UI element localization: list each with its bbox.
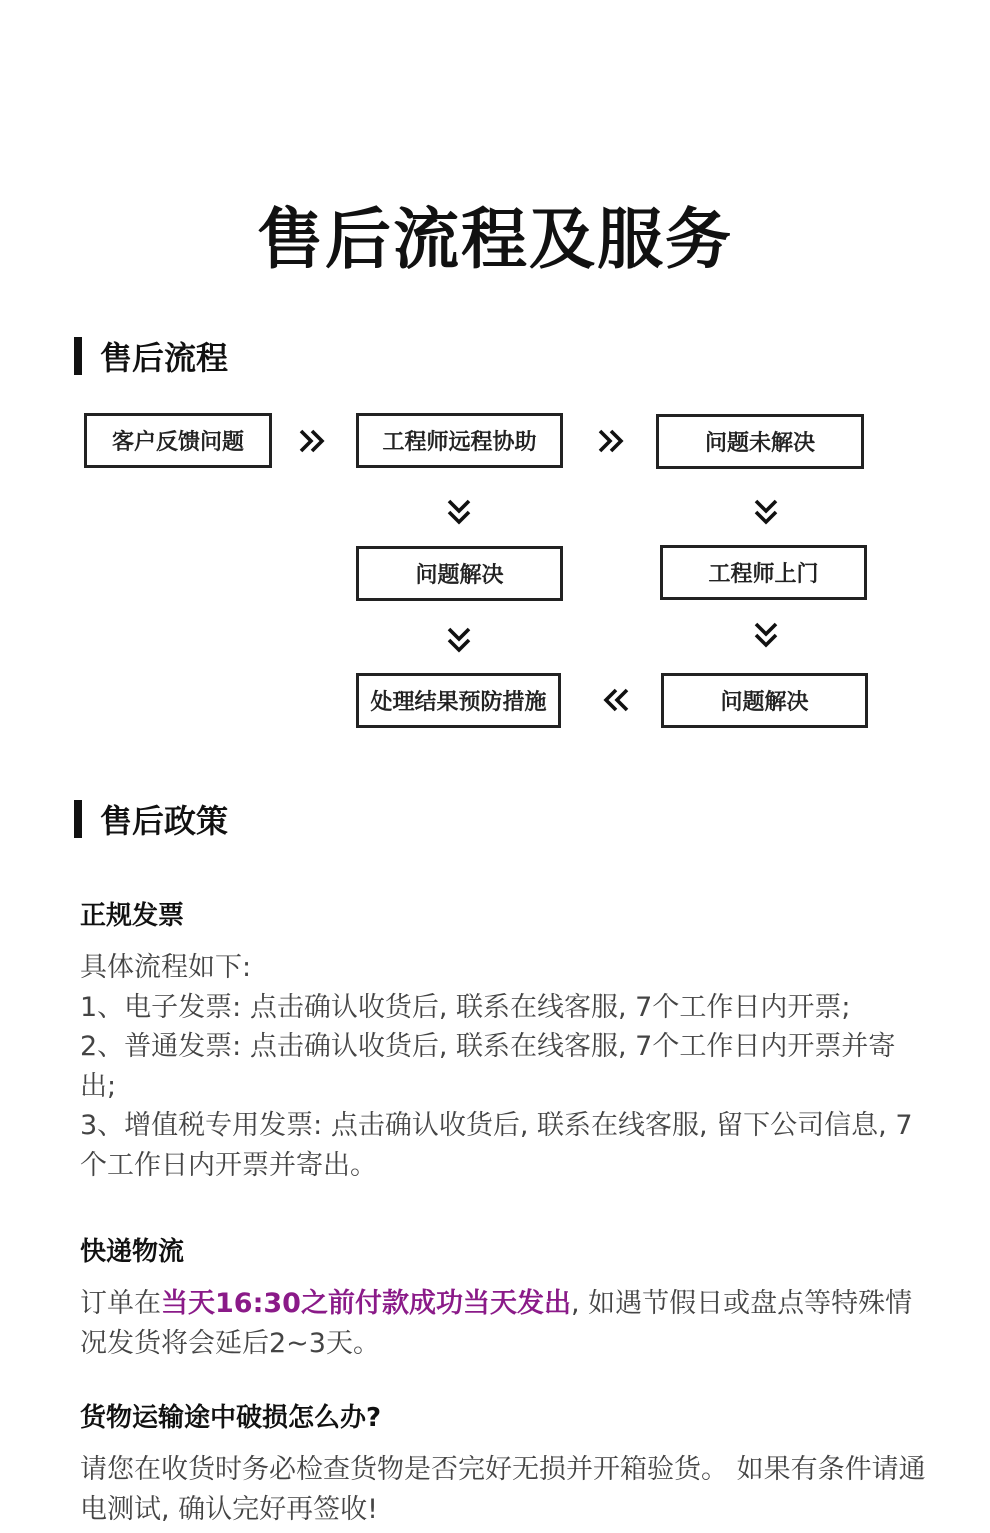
flow-step-prevention: 处理结果预防措施 <box>356 673 561 728</box>
section-heading-policy <box>74 799 228 839</box>
policy-title-invoice: 正规发票 <box>80 901 185 931</box>
double-chevron-right-icon <box>292 421 332 461</box>
page-title: 售后流程及服务 <box>257 201 733 278</box>
section-title: 售后政策 <box>100 802 229 840</box>
flow-step-resolved: 问题解决 <box>356 546 563 601</box>
section-title: 售后流程 <box>100 339 229 377</box>
double-chevron-left-icon <box>596 680 636 720</box>
policy-text-invoice <box>80 948 930 1185</box>
flow-step-onsite: 工程师上门 <box>660 545 867 600</box>
policy-text-damage: 请您在收货时务必检查货物是否完好无损并开箱验货。 如果有条件请通电测试, 确认完好再签收! <box>80 1454 926 1525</box>
flow-step-unresolved: 问题未解决 <box>656 414 864 469</box>
policy-title-shipping: 快递物流 <box>80 1237 185 1267</box>
double-chevron-down-icon <box>746 492 786 532</box>
section-bar <box>74 337 82 375</box>
shipping-highlight: 当天16:30之前付款成功当天发出 <box>161 1288 571 1319</box>
policy-text-shipping <box>80 1284 930 1363</box>
flow-step-resolved-2: 问题解决 <box>661 673 868 728</box>
double-chevron-down-icon <box>439 620 479 660</box>
double-chevron-down-icon <box>746 615 786 655</box>
invoice-line: 2、普通发票: 点击确认收货后, 联系在线客服, 7个工作日内开票并寄出; <box>80 1031 896 1102</box>
flow-step-customer-feedback: 客户反馈问题 <box>84 413 272 468</box>
invoice-line: 具体流程如下: <box>80 952 252 983</box>
invoice-line: 1、电子发票: 点击确认收货后, 联系在线客服, 7个工作日内开票; <box>80 991 851 1023</box>
double-chevron-down-icon <box>439 492 479 532</box>
section-heading-process <box>74 336 228 376</box>
shipping-prefix: 订单在 <box>80 1288 161 1319</box>
shipping-suffix: , 如遇节假日或盘点等特殊情况发货将会延后2~3天。 <box>80 1288 913 1359</box>
policy-title-damage: 货物运输途中破损怎么办? <box>80 1403 382 1433</box>
flow-step-remote-assist: 工程师远程协助 <box>356 413 563 468</box>
invoice-line: 3、增值税专用发票: 点击确认收货后, 联系在线客服, 留下公司信息, 7个工作日内开票并寄出。 <box>80 1110 913 1181</box>
section-bar <box>74 800 82 838</box>
double-chevron-right-icon <box>591 421 631 461</box>
